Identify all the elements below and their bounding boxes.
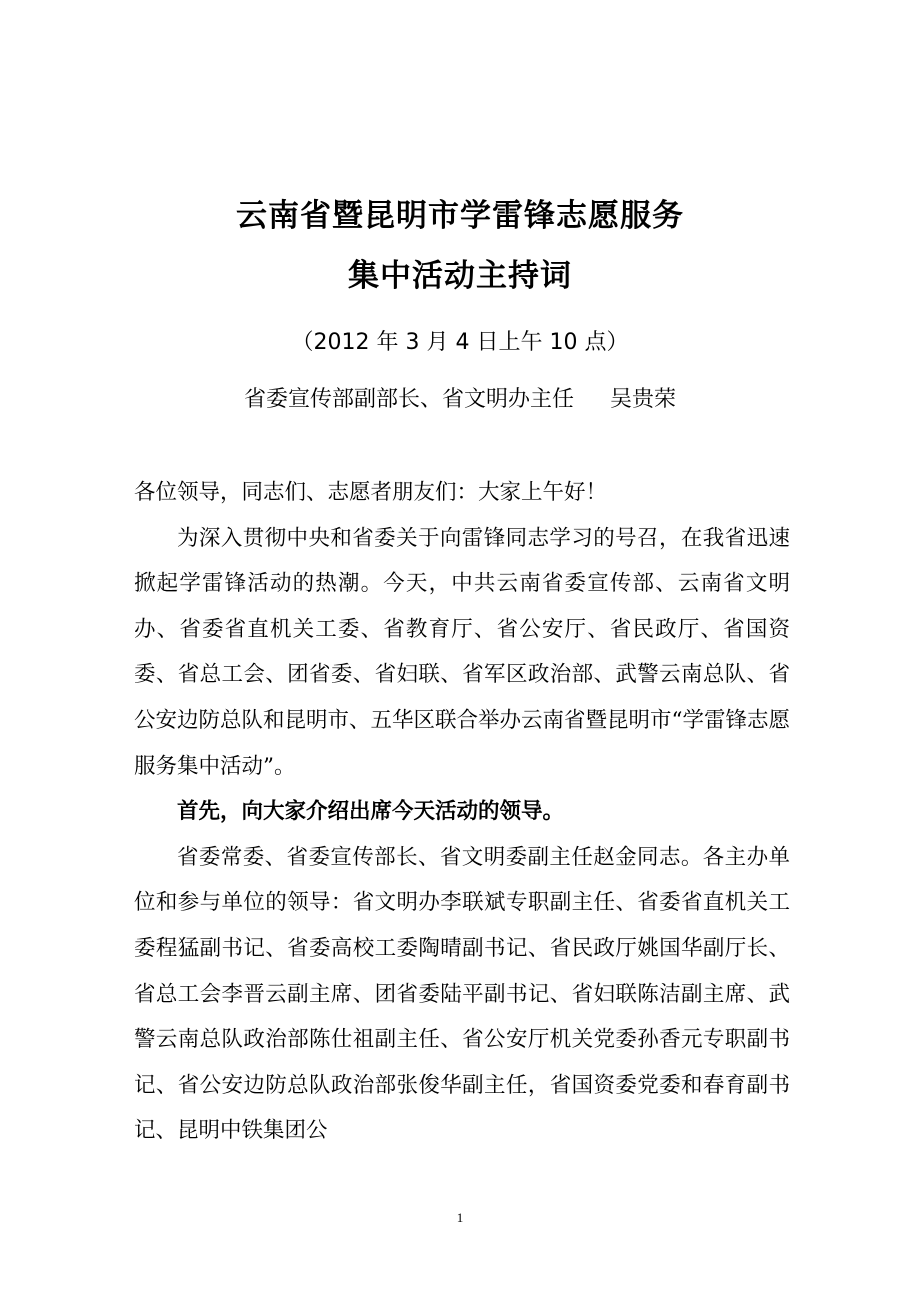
- speaker-name: 吴贵荣: [610, 387, 677, 412]
- greeting-paragraph: 各位领导，同志们、志愿者朋友们：大家上午好！: [134, 480, 608, 505]
- body-paragraph: 省委常委、省委宣传部长、省文明委副主任赵金同志。各主办单位和参与单位的领导：省文明办李联斌专职副主任、省委省直机关工委程猛副书记、省委高校工委陶晴副书记、省民政厅姚国华副厅长、省总工会李晋云副主席、团省委陆平副书记、省妇联陈洁副主席、武警云南总队政治部陈仕祖副主任、省公安厅机关党委孙香元专职副书记、省公安边防总队政治部张俊华副主任，省国资委党委和春育副书记、昆明中铁集团公: [134, 844, 790, 1144]
- document-body: [134, 470, 790, 1154]
- section-heading-paragraph: 首先，向大家介绍出席今天活动的领导。: [177, 799, 565, 825]
- page-number: 1: [456, 1210, 464, 1225]
- document-title-line2: 集中活动主持词: [348, 258, 572, 294]
- document-title-line1: 云南省暨昆明市学雷锋志愿服务: [236, 198, 684, 234]
- event-date: （2012 年 3 月 4 日上午 10 点）: [291, 330, 629, 355]
- speaker-line: [0, 382, 920, 413]
- speaker-title: 省委宣传部副部长、省文明办主任: [243, 387, 574, 412]
- body-paragraph: 为深入贯彻中央和省委关于向雷锋同志学习的号召，在我省迅速掀起学雷锋活动的热潮。今天，中共云南省委宣传部、云南省文明办、省委省直机关工委、省教育厅、省公安厅、省民政厅、省国资委、省总工会、团省委、省妇联、省军区政治部、武警云南总队、省公安边防总队和昆明市、五华区联合举办云南省暨昆明市“学雷锋志愿服务集中活动”。: [134, 525, 790, 779]
